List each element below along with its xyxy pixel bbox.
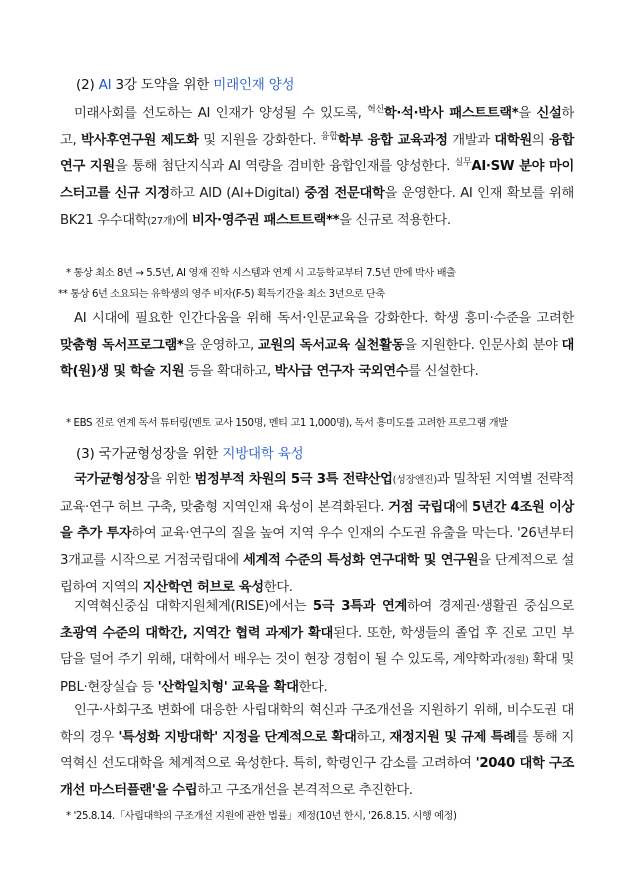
text: 확대 및 PBL·현장실습 등 (60, 652, 574, 696)
text: 하고 AID (AI+Digital) (169, 186, 305, 202)
bold-text: 비자·영주권 패스트트랙** (192, 212, 340, 228)
section-3-heading (76, 442, 304, 462)
small-text: (정원) (502, 655, 529, 667)
bold-text: 5극 3특과 연계 (312, 599, 408, 614)
text: 을 운영한다. AI 인재 확보를 위해 BK21 우수대학 (60, 186, 574, 228)
bold-text: 국가균형성장 (74, 472, 149, 487)
text: AI 시대에 필요한 인간다움을 위해 독서·인문교육을 강화한다. 학생 흥미·수준을 고려한 (74, 311, 574, 326)
text: 하여 경제권·생활권 중심으로 (407, 599, 574, 614)
footnote-reading-program: * EBS 진로 연계 독서 튜터링(멘토 교사 150명, 멘티 고1 1,000명), 독서 흥미도를 고려한 프로그램 개발 (66, 418, 508, 429)
bold-text: '2040 대학 구조개선 마스터플랜'을 수립 (60, 756, 574, 799)
text: 에 (455, 499, 473, 515)
text: 에 (175, 212, 193, 228)
footnote-visa: ** 통상 6년 소요되는 유학생의 영주 비자(F-5) 획득기간을 최소 3년으로 단축 (58, 289, 385, 300)
footnote-private-university-law: * '25.8.14.「사립대학의 구조개선 지원에 관한 법률」제정(10년 한시, '26.8.15. 시행 예정) (66, 811, 457, 822)
bold-text: 대학원 (494, 132, 532, 148)
heading-ai: AI (98, 77, 112, 93)
text: 한다. (263, 579, 293, 595)
bold-text: '특성화 지방대학' 지정을 단계적으로 확대 (118, 729, 357, 745)
bold-text: 융합연구 지원 (60, 132, 575, 175)
bold-text: 5년간 4조원 이상을 추가 투자 (60, 499, 574, 542)
text: 한다. (298, 680, 328, 696)
bold-text: 중점 전문대학 (304, 186, 385, 202)
heading-prefix: (3) 국가균형성장을 위한 (76, 446, 223, 462)
text: 하고, (60, 106, 575, 148)
text: 과 밀착된 지역별 전략적 교육·연구 허브 구축, 맞춤형 지역인재 육성이 본격화된다. (60, 472, 574, 515)
text: 을 단계적으로 설립하여 지역의 (60, 553, 574, 595)
section-2-paragraph-1 (60, 101, 574, 236)
text: 을 신규로 적용한다. (339, 212, 451, 228)
heading-mid: 3강 도약을 위한 (111, 77, 214, 93)
bold-text: 맞춤형 독서프로그램* (60, 337, 184, 353)
text: 지역혁신중심 대학지원체계(RISE)에서는 (74, 599, 313, 614)
section-3-paragraph-2 (60, 594, 574, 702)
section-2-heading (76, 73, 294, 93)
bold-text: 신설 (536, 106, 562, 121)
bold-text: 거점 국립대 (388, 499, 456, 515)
heading-local-university: 지방대학 육성 (222, 446, 304, 462)
text: 을 통해 첨단지식과 AI 역량을 겸비한 융합인재를 양성한다. (114, 159, 455, 175)
bold-text: '산학일치형' 교육을 확대 (157, 680, 299, 696)
small-text: (27개) (147, 215, 176, 227)
bold-text: 박사급 연구자 국외연수 (274, 364, 409, 380)
section-3-paragraph-1 (60, 467, 574, 602)
text: 개발과 (447, 132, 495, 148)
text: 을 운영하고, (183, 337, 258, 353)
bold-text: 박사후연구원 제도화 (81, 132, 199, 148)
bold-text: 학·석·박사 패스트트랙* (383, 106, 519, 121)
bold-text: AI·SW 분야 마이스터고를 (60, 159, 574, 202)
text: 을 위한 (148, 472, 195, 487)
heading-prefix: (2) (76, 77, 99, 93)
bold-text: 대학(원)생 및 학술 지원 (60, 337, 575, 380)
superscript: 실무 (454, 158, 472, 169)
bold-text: 교원의 독서교육 실천활동 (257, 337, 405, 353)
bold-text: 재정지원 및 규제 특례 (389, 729, 516, 745)
text: 하고 구조개선을 본격적으로 추진한다. (197, 783, 413, 799)
text: 의 (531, 132, 550, 148)
text: 된다. 또한, 학생들의 졸업 후 진로 고민 부담을 덜어 주기 위해, 대학에서 배우는 것이 현장 경험이 될 수 있도록, 계약학과 (60, 625, 574, 668)
bold-text: 초광역 수준의 대학간, 지역간 협력 과제가 확대 (60, 625, 334, 641)
bold-text: 학부 융합 교육과정 (337, 132, 448, 148)
bold-text: 신규 지정 (114, 186, 170, 202)
bold-text: 지산학연 허브로 육성 (142, 579, 264, 595)
section-3-paragraph-3 (60, 698, 574, 805)
text: 을 지원한다. 인문사회 분야 (404, 337, 562, 353)
section-2-paragraph-2 (60, 306, 574, 386)
text: 하여 교육·연구의 질을 높여 지역 우수 인재의 수도권 유출을 막는다. '26년부터 3개교를 시작으로 거점국립대에 (60, 526, 574, 569)
footnote-fast-track: * 통상 최소 8년 → 5.5년, AI 영재 진학 시스템과 연계 시 고등학교부터 7.5년 만에 박사 배출 (66, 268, 456, 279)
bold-text: 범정부적 차원의 5극 3특 전략산업 (194, 472, 393, 487)
text: 을 (518, 106, 537, 121)
superscript: 혁신 (367, 105, 384, 115)
text: 를 통해 지역혁신 선도대학을 체계적으로 육성한다. 특히, 학령인구 감소를 고려하여 (60, 729, 575, 772)
text: 및 지원을 강화한다. (198, 132, 321, 148)
small-text: (성장엔진) (392, 475, 437, 486)
text: 하고, (356, 729, 390, 745)
text: 등을 확대하고, (184, 364, 275, 380)
text: 를 신설한다. (408, 364, 479, 380)
heading-future-talent: 미래인재 양성 (213, 77, 295, 93)
superscript: 융합 (320, 131, 338, 142)
text: 인구·사회구조 변화에 대응한 사립대학의 혁신과 구조개선을 지원하기 위해, 비수도권 대학의 경우 (60, 703, 574, 745)
text: 미래사회를 선도하는 AI 인재가 양성될 수 있도록, (74, 106, 368, 121)
bold-text: 세계적 수준의 특성화 연구대학 및 연구원 (243, 553, 479, 569)
